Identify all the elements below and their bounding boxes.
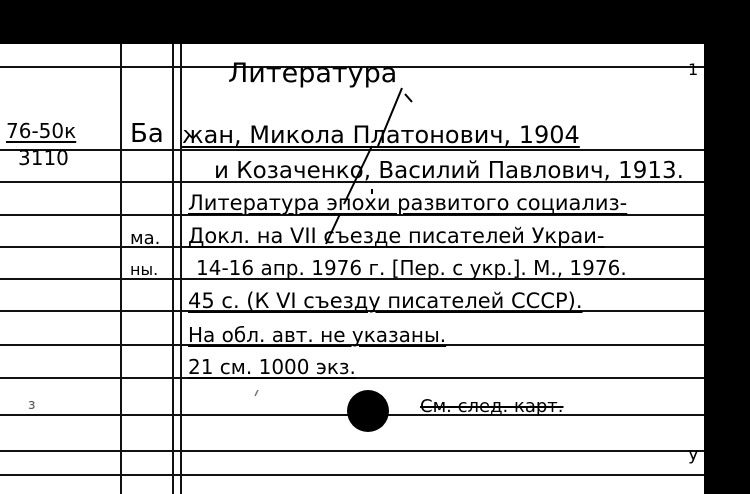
margin-rule bbox=[180, 44, 182, 494]
entry-line-6: 45 с. (К VI съезду писателей СССР). bbox=[188, 289, 583, 313]
margin-note-2: ны. bbox=[130, 260, 159, 279]
rule-line bbox=[0, 474, 704, 476]
author-cutter: Ба bbox=[130, 119, 164, 149]
rule-line bbox=[0, 450, 704, 452]
entry-line-4: Докл. на VII съезде писателей Украи- bbox=[188, 224, 605, 248]
rule-line bbox=[0, 149, 704, 151]
subject-heading: Литература bbox=[228, 58, 398, 89]
margin-rule bbox=[120, 44, 122, 494]
margin-note-1: ма. bbox=[130, 228, 161, 249]
entry-line-1: жан, Микола Платонович, 1904 bbox=[182, 121, 580, 149]
entry-line-8: 21 см. 1000 экз. bbox=[188, 355, 356, 379]
corner-mark: у bbox=[688, 444, 699, 465]
page-number: 1 bbox=[688, 60, 699, 79]
entry-line-7: На обл. авт. не указаны. bbox=[188, 323, 447, 347]
side-mark: з bbox=[28, 397, 36, 413]
entry-line-3: Литература эпохи развитого социализ- bbox=[188, 191, 628, 215]
catalog-card bbox=[0, 44, 704, 494]
inventory-number: 3110 bbox=[18, 146, 69, 170]
margin-rule bbox=[172, 44, 174, 494]
punch-hole bbox=[347, 390, 389, 432]
entry-line-2: и Козаченко, Василий Павлович, 1913. bbox=[214, 158, 684, 184]
entry-line-5: 14-16 апр. 1976 г. [Пер. с укр.]. М., 1976. bbox=[196, 256, 627, 280]
call-number: 76-50к bbox=[6, 119, 77, 143]
continuation-stamp: См. след. карт. bbox=[420, 396, 564, 417]
